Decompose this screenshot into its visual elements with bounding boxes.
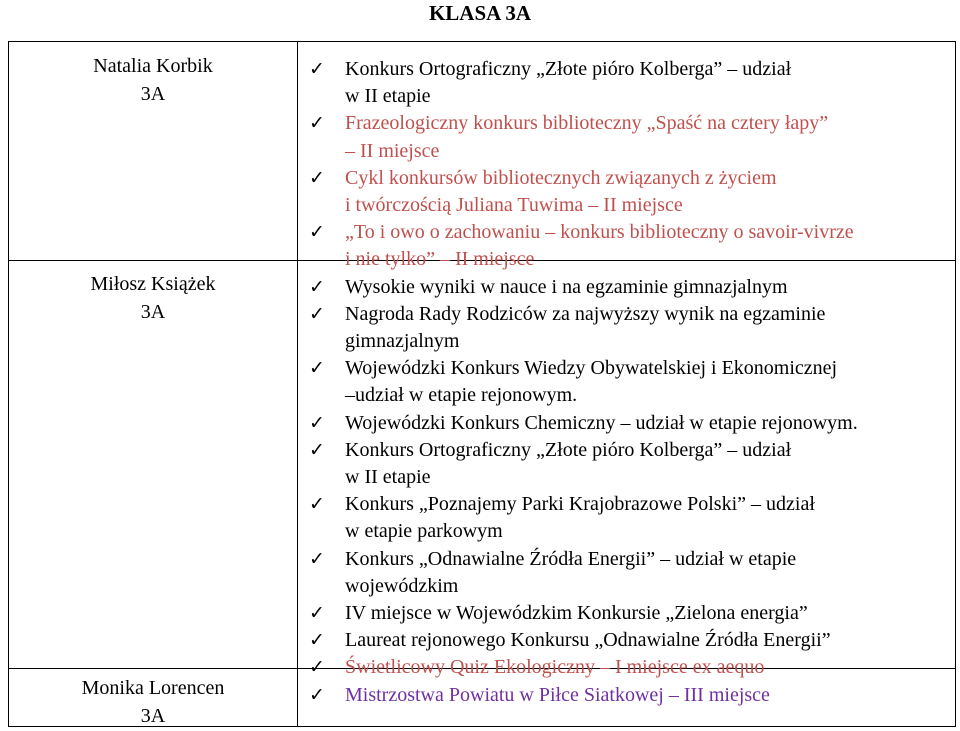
checkmark-icon: ✓ <box>309 112 325 135</box>
page-title: KLASA 3A <box>428 1 532 25</box>
achievement-line: w II etapie <box>345 85 431 108</box>
student-class: 3A <box>140 705 166 727</box>
achievement-item <box>309 546 949 600</box>
student-class: 3A <box>140 301 166 323</box>
achievement-line: – II miejsce <box>345 139 440 162</box>
achievement-line: Wojewódzki Konkurs Wiedzy Obywatelskiej i Ekonomicznej <box>345 357 838 380</box>
achievement-item <box>309 682 949 709</box>
achievement-line: Nagroda Rady Rodziców za najwyższy wynik na egzaminie <box>345 302 826 325</box>
achievement-line: i nie tylko” – II miejsce <box>345 248 535 271</box>
column-divider <box>297 42 298 726</box>
checkmark-icon: ✓ <box>309 275 325 298</box>
student-name: Miłosz Książek <box>90 273 216 295</box>
achievement-line: Wysokie wyniki w nauce i na egzaminie gimnazjalnym <box>345 275 788 298</box>
achievement-item <box>309 219 949 273</box>
achievement-item <box>309 355 949 409</box>
achievement-line: Konkurs „Odnawialne Źródła Energii” – udział w etapie <box>345 547 797 570</box>
achievement-item <box>309 410 949 437</box>
achievement-line: Konkurs Ortograficzny „Złote pióro Kolberga” – udział <box>345 58 792 80</box>
achievement-item <box>309 437 949 491</box>
checkmark-icon: ✓ <box>309 166 325 189</box>
student-cell-2 <box>9 270 297 326</box>
checkmark-icon: ✓ <box>309 656 325 679</box>
checkmark-icon: ✓ <box>309 438 325 461</box>
checkmark-icon: ✓ <box>309 547 325 570</box>
achievement-item <box>309 600 949 627</box>
achievement-line: w etapie parkowym <box>345 520 503 543</box>
achievement-line: i twórczością Juliana Tuwima – II miejsce <box>345 194 683 217</box>
achievement-line: Cykl konkursów bibliotecznych związanych z życiem <box>345 166 777 189</box>
achievement-line: Wojewódzki Konkurs Chemiczny – udział w etapie rejonowym. <box>345 411 858 434</box>
checkmark-icon: ✓ <box>309 683 325 706</box>
achievement-item <box>309 110 949 164</box>
achievement-line: Frazeologiczny konkurs biblioteczny „Spaść na cztery łapy” <box>345 112 829 135</box>
achievement-line: –udział w etapie rejonowym. <box>345 384 578 407</box>
achievement-line: IV miejsce w Wojewódzkim Konkursie „Zielona energia” <box>345 602 808 625</box>
student-cell-1 <box>9 52 297 108</box>
checkmark-icon: ✓ <box>309 58 325 80</box>
checkmark-icon: ✓ <box>309 411 325 434</box>
student-class: 3A <box>140 83 166 105</box>
checkmark-icon: ✓ <box>309 302 325 325</box>
achievement-item <box>309 165 949 219</box>
achievement-line: Konkurs Ortograficzny „Złote pióro Kolberga” – udział <box>345 438 792 461</box>
checkmark-icon: ✓ <box>309 602 325 625</box>
achievement-item <box>309 274 949 301</box>
achievement-line: „To i owo o zachowaniu – konkurs biblioteczny o savoir-vivrze <box>345 221 854 244</box>
achievement-item <box>309 301 949 355</box>
achievements-table <box>8 41 956 727</box>
achievement-line: wojewódzkim <box>345 574 459 597</box>
achievement-item <box>309 627 949 654</box>
achievement-line: w II etapie <box>345 466 431 489</box>
achievement-line: Laureat rejonowego Konkursu „Odnawialne Źródła Energii” <box>345 629 831 652</box>
achievement-line: Świetlicowy Quiz Ekologiczny – I miejsce ex aequo <box>345 656 765 679</box>
checkmark-icon: ✓ <box>309 493 325 516</box>
student-cell-3 <box>9 674 297 730</box>
checkmark-icon: ✓ <box>309 357 325 380</box>
achievement-line: Mistrzostwa Powiatu w Piłce Siatkowej – III miejsce <box>345 683 770 706</box>
student-name: Natalia Korbik <box>93 55 213 77</box>
achievement-item <box>309 654 949 681</box>
checkmark-icon: ✓ <box>309 629 325 652</box>
student-name: Monika Lorencen <box>81 677 225 699</box>
achievement-line: Konkurs „Poznajemy Parki Krajobrazowe Polski” – udział <box>345 493 815 516</box>
checkmark-icon: ✓ <box>309 221 325 244</box>
achievement-line: gimnazjalnym <box>345 330 460 353</box>
achievement-item <box>309 491 949 545</box>
achievement-list <box>309 56 949 709</box>
achievement-item <box>309 56 949 110</box>
